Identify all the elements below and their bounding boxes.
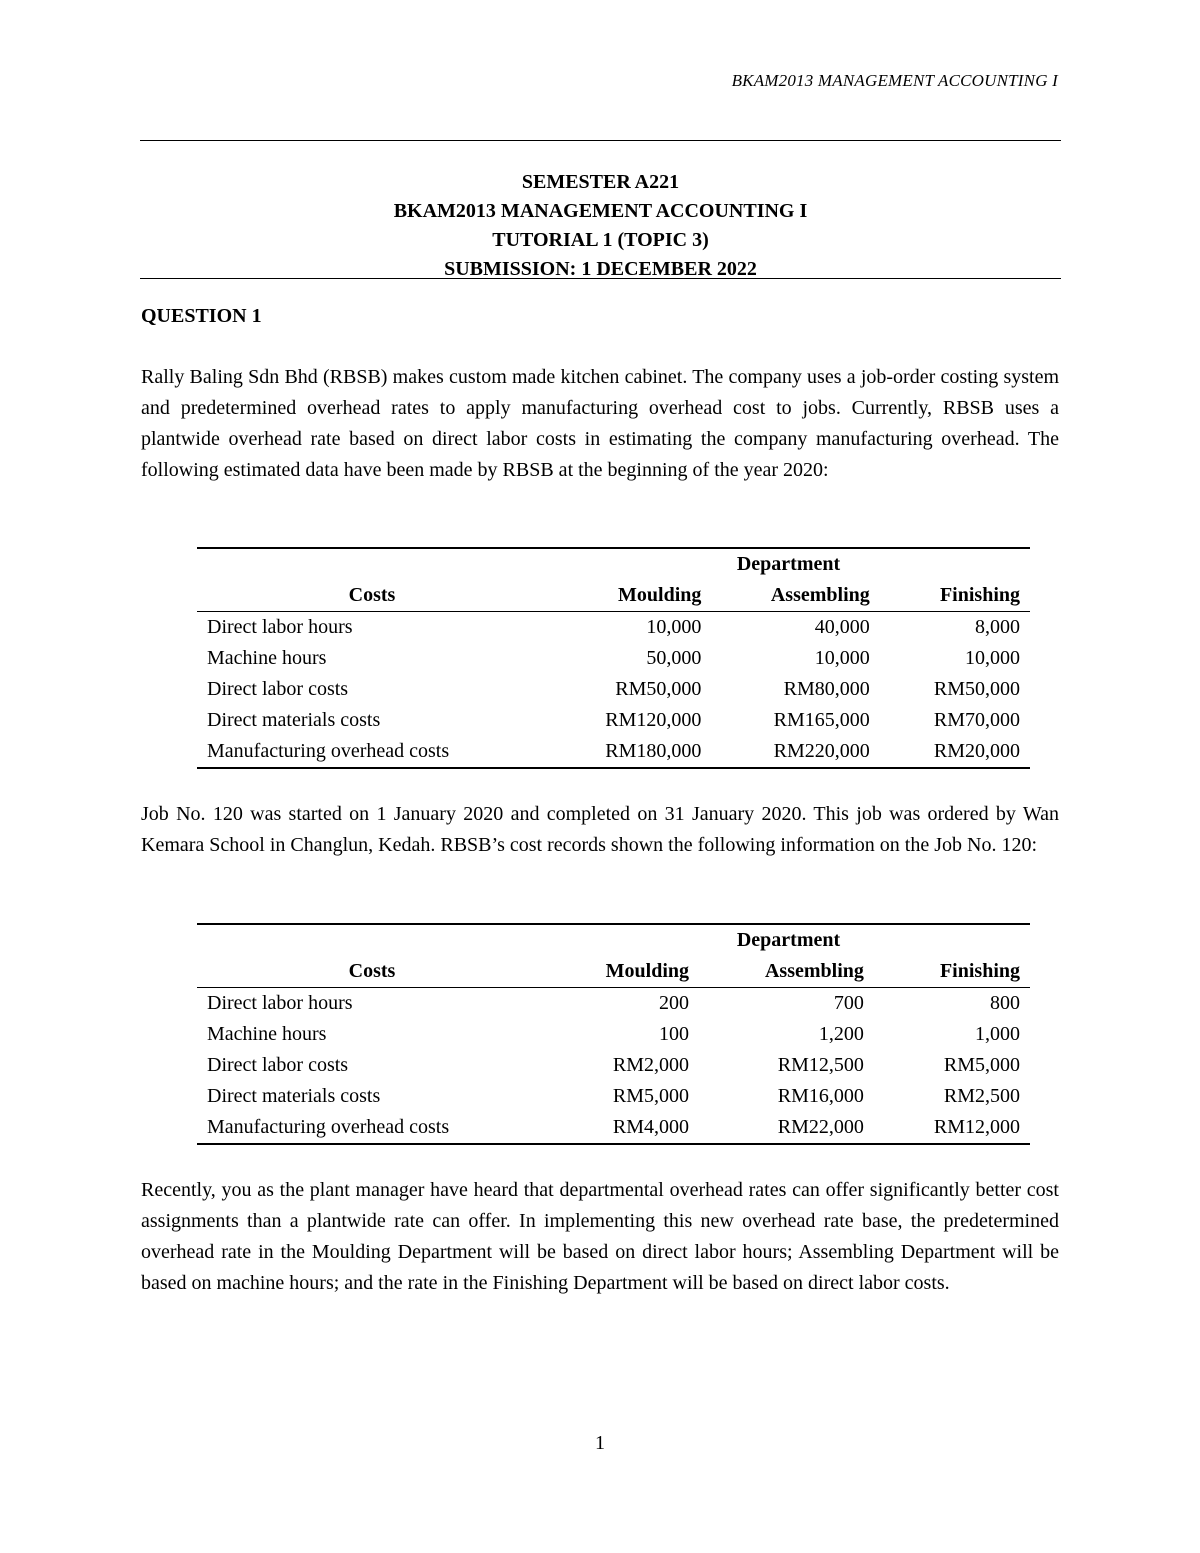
table-group-header-row — [197, 548, 1030, 580]
column-header-moulding: Moulding — [547, 580, 711, 612]
table-row — [197, 1081, 1030, 1112]
title-tutorial: TUTORIAL 1 (TOPIC 3) — [492, 229, 709, 251]
finishing-value: RM70,000 — [933, 709, 1020, 731]
title-semester: SEMESTER A221 — [521, 171, 680, 193]
table-row — [197, 1112, 1030, 1144]
finishing-value: RM50,000 — [933, 678, 1020, 700]
moulding-value: RM180,000 — [547, 736, 711, 768]
moulding-value: RM2,000 — [612, 1054, 690, 1076]
department-header: Department — [547, 924, 1030, 956]
intro-paragraph: Rally Baling Sdn Bhd (RBSB) makes custom made kitchen cabinet. The company uses a job-order costing system and predetermined overhead rates to apply manufacturing overhead cost to jobs. Currently, RBSB uses a plantwide overhead rate based on direct labor costs in estimating the company manufacturing overhead. The following estimated data have been made by RBSB at the beginning of the year 2020: — [141, 366, 1059, 481]
row-label: Direct labor hours — [207, 616, 353, 638]
department-header: Department — [547, 548, 1030, 580]
finishing-value: 8,000 — [975, 616, 1020, 638]
title-block — [140, 168, 1061, 284]
question-heading: QUESTION 1 — [141, 305, 262, 327]
table-row — [197, 988, 1030, 1020]
assembling-value: 1,200 — [818, 1023, 864, 1045]
assembling-value: RM22,000 — [699, 1112, 874, 1144]
moulding-value: 200 — [659, 992, 690, 1014]
column-header-assembling: Assembling — [711, 580, 879, 612]
moulding-value: RM4,000 — [547, 1112, 699, 1144]
table-row — [197, 1019, 1030, 1050]
moulding-value: RM120,000 — [605, 709, 702, 731]
row-label: Machine hours — [207, 647, 327, 669]
column-header-costs: Costs — [197, 956, 547, 988]
finishing-value: 800 — [990, 992, 1020, 1014]
moulding-value: RM50,000 — [615, 678, 702, 700]
column-header-costs: Costs — [197, 580, 547, 612]
finishing-value: RM12,000 — [874, 1112, 1030, 1144]
page-number: 1 — [595, 1432, 605, 1454]
running-header: BKAM2013 MANAGEMENT ACCOUNTING I — [731, 71, 1058, 90]
assembling-value: 40,000 — [814, 616, 870, 638]
table-row — [197, 643, 1030, 674]
table-row — [197, 1050, 1030, 1081]
title-divider — [140, 278, 1061, 279]
finishing-value: 1,000 — [975, 1023, 1020, 1045]
moulding-value: 100 — [659, 1023, 690, 1045]
table-row — [197, 705, 1030, 736]
assembling-value: RM16,000 — [777, 1085, 864, 1107]
job-paragraph: Job No. 120 was started on 1 January 2020 and completed on 31 January 2020. This job was ordered by Wan Kemara School in Changlun, Kedah. RBSB’s cost records shown the following information on the Job No. 120: — [141, 803, 1059, 856]
table-row — [197, 612, 1030, 644]
job-120-table — [197, 923, 1030, 1145]
assembling-value: RM80,000 — [783, 678, 870, 700]
assembling-value: 10,000 — [814, 647, 870, 669]
estimated-data-table — [197, 547, 1030, 769]
title-course: BKAM2013 MANAGEMENT ACCOUNTING I — [393, 200, 808, 222]
table-row — [197, 736, 1030, 768]
column-header-assembling: Assembling — [699, 956, 874, 988]
row-label: Direct labor costs — [207, 1054, 349, 1076]
column-header-moulding: Moulding — [547, 956, 699, 988]
finishing-value: RM2,500 — [943, 1085, 1020, 1107]
table-row — [197, 674, 1030, 705]
row-label: Machine hours — [207, 1023, 327, 1045]
assembling-value: 700 — [833, 992, 864, 1014]
assembling-value: RM12,500 — [777, 1054, 864, 1076]
column-header-finishing: Finishing — [880, 580, 1030, 612]
row-label: Direct materials costs — [207, 709, 381, 731]
table-group-header-row — [197, 924, 1030, 956]
row-label: Direct materials costs — [207, 1085, 381, 1107]
table-header-row — [197, 956, 1030, 988]
row-label: Manufacturing overhead costs — [197, 1112, 547, 1144]
moulding-value: 50,000 — [646, 647, 702, 669]
finishing-value: 10,000 — [965, 647, 1020, 669]
row-label: Direct labor hours — [207, 992, 353, 1014]
column-header-finishing: Finishing — [874, 956, 1030, 988]
departmental-rate-paragraph: Recently, you as the plant manager have heard that departmental overhead rates can offer significantly better cost assignments than a plantwide rate can offer. In implementing this new overhead rate base, the predetermined overhead rate in the Moulding Department will be based on direct labor hours; Assembling Department will be based on machine hours; and the rate in the Finishing Department will be based on direct labor costs. — [141, 1179, 1059, 1294]
title-submission: SUBMISSION: 1 DECEMBER 2022 — [444, 258, 757, 280]
row-label: Direct labor costs — [207, 678, 349, 700]
finishing-value: RM5,000 — [943, 1054, 1020, 1076]
assembling-value: RM220,000 — [711, 736, 879, 768]
moulding-value: 10,000 — [646, 616, 702, 638]
moulding-value: RM5,000 — [612, 1085, 690, 1107]
header-divider — [140, 140, 1061, 141]
assembling-value: RM165,000 — [773, 709, 870, 731]
table-header-row — [197, 580, 1030, 612]
row-label: Manufacturing overhead costs — [197, 736, 547, 768]
finishing-value: RM20,000 — [880, 736, 1030, 768]
